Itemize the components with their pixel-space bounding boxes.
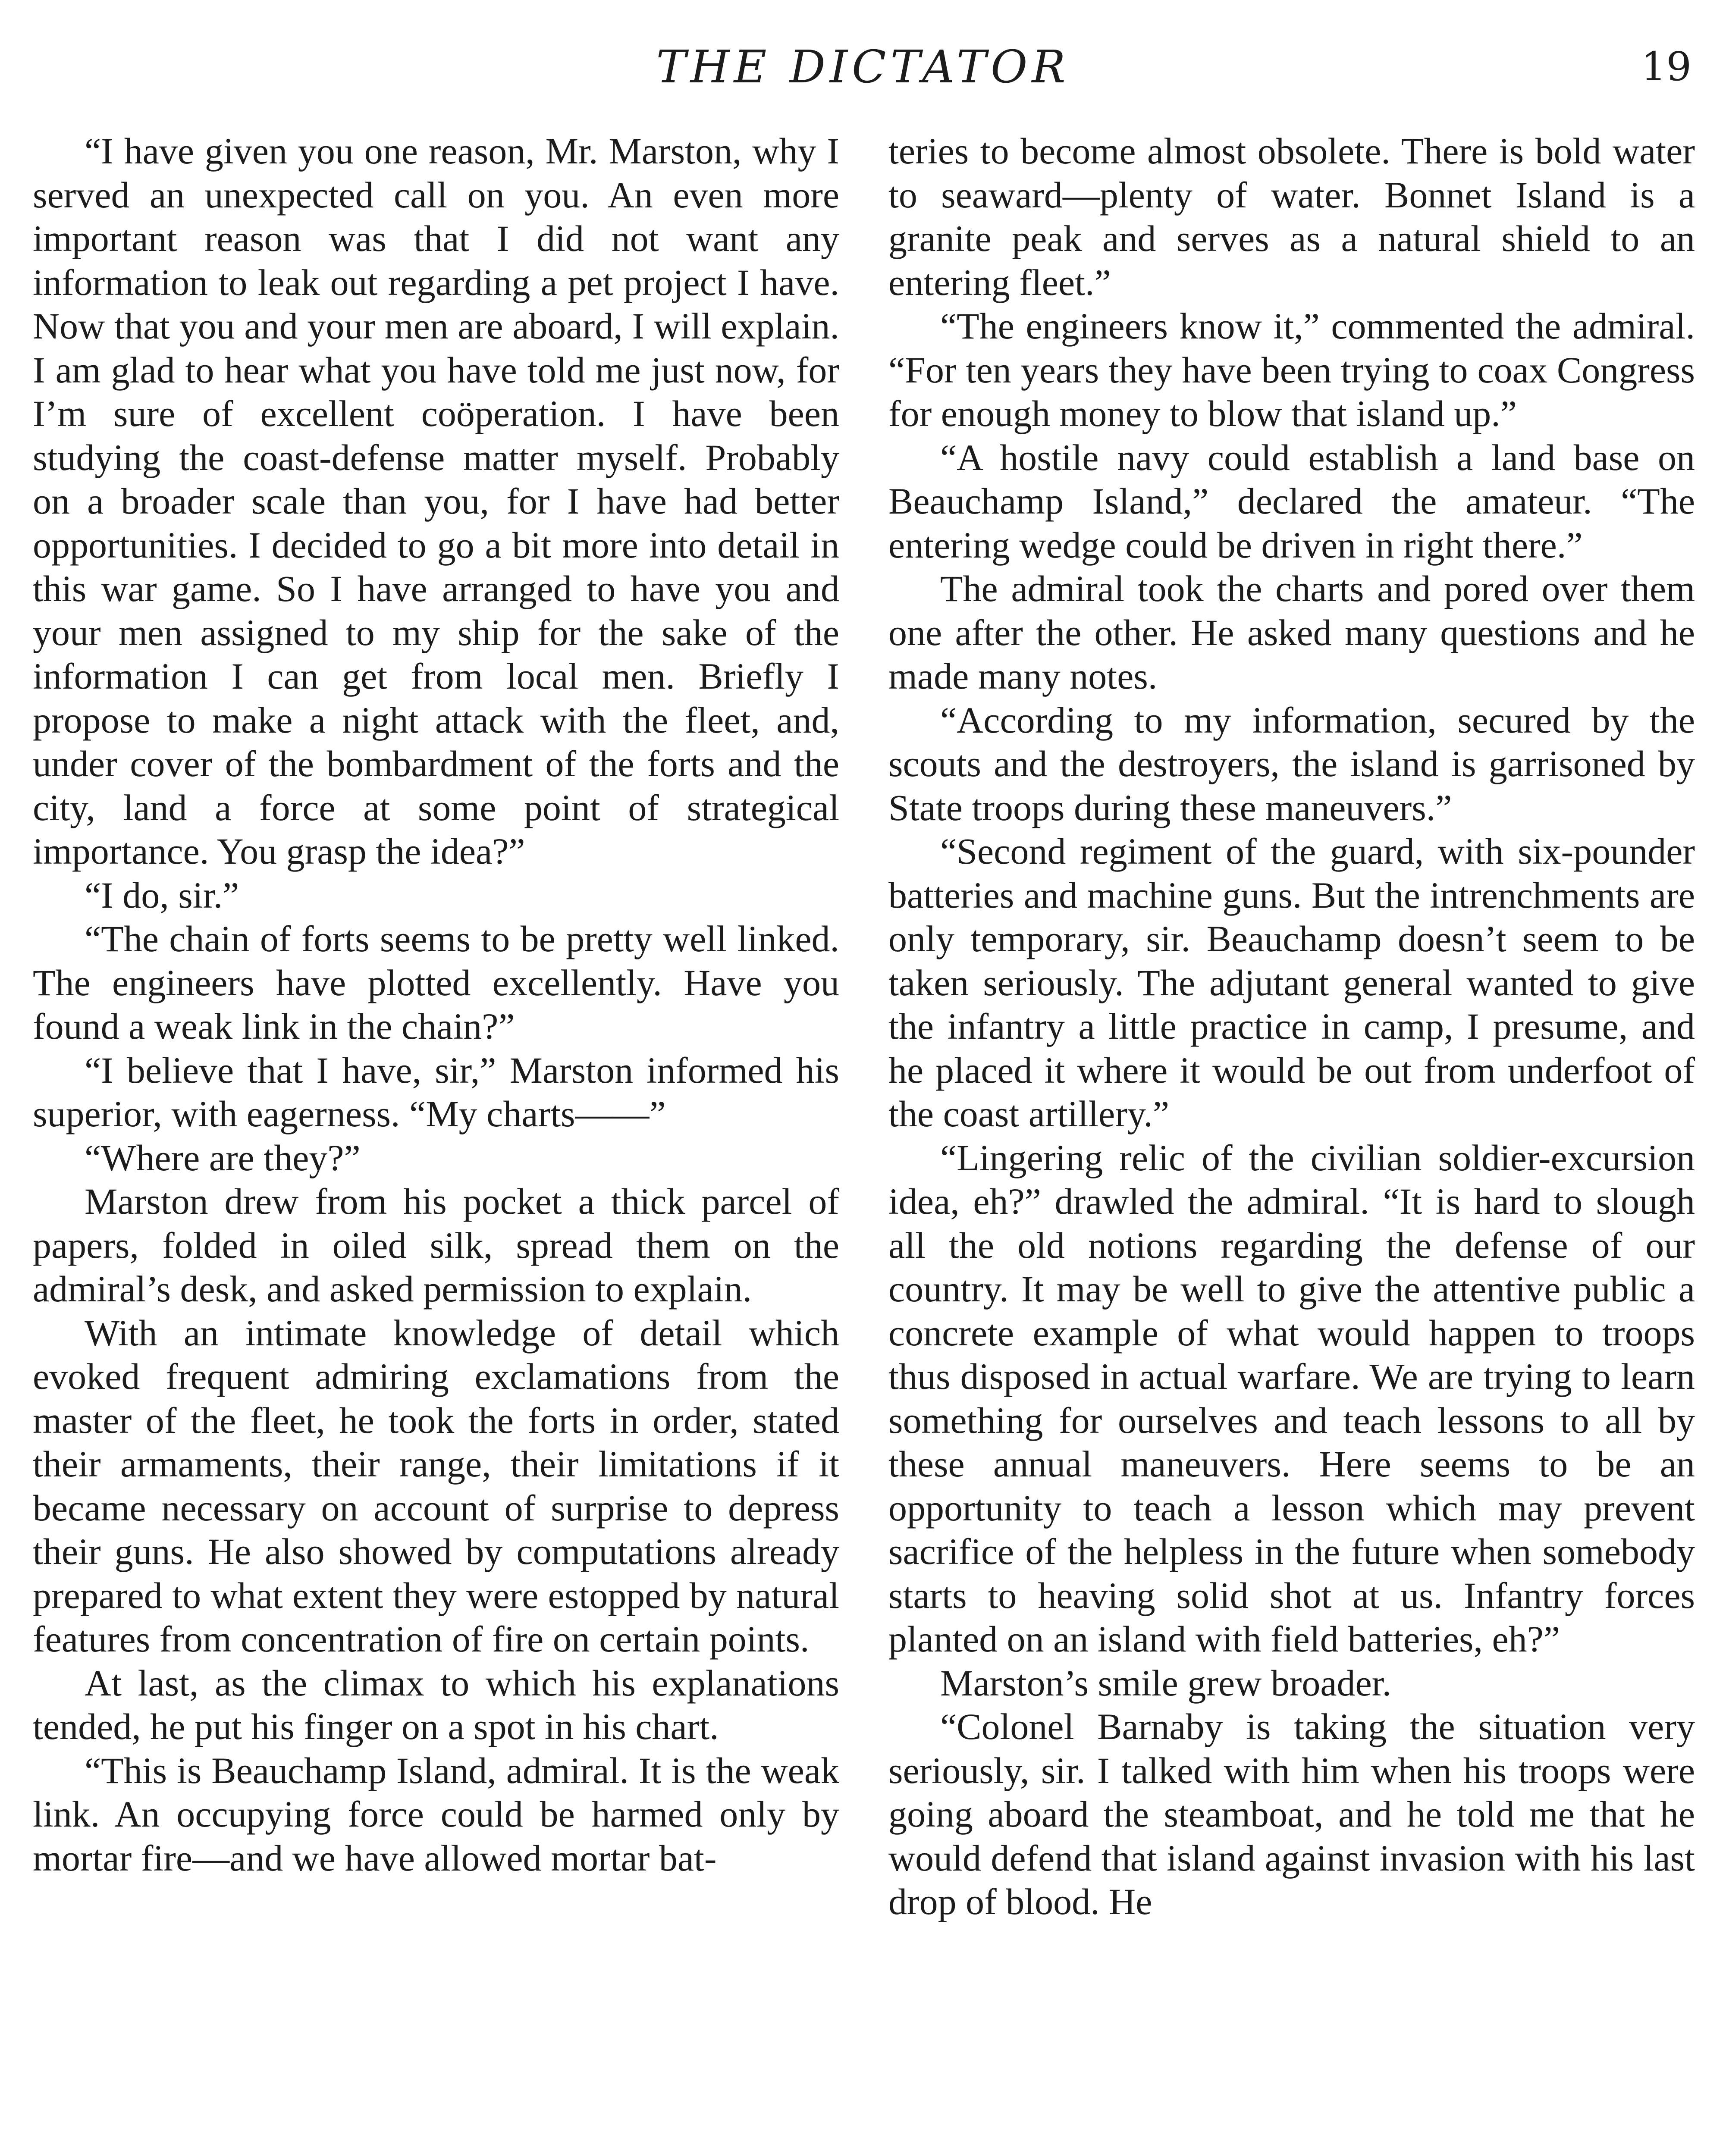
paragraph: “A hostile navy could establish a land base on Beauchamp Island,” declared the amateur. “The entering wedge could be driven in right there.” (888, 436, 1695, 566)
page-header (0, 39, 1726, 99)
paragraph: “This is Beauchamp Island, admiral. It is the weak link. An occupying force could be harmed only by mortar fire—and we have allowed mortar bat- (33, 1749, 839, 1879)
running-title: THE DICTATOR (656, 41, 1070, 93)
paragraph: “I do, sir.” (85, 874, 239, 916)
paragraph: Marston’s smile grew broader. (940, 1662, 1392, 1704)
paragraph: “Where are they?” (85, 1137, 361, 1178)
paragraph: “Second regiment of the guard, with six-pounder batteries and machine guns. But the intrenchments are only temporary, sir. Beauchamp doesn’t seem to be taken seriously. The adjutant general wanted to give the infantry a little practice in camp, I presume, and he placed it where it would be out from underfoot of the coast artillery.” (888, 830, 1695, 1134)
paragraph: With an intimate knowledge of detail which evoked frequent admiring exclamations from the master of the fleet, he took the forts in order, stated their armaments, their range, their limitations if it became necessary on account of surprise to depress their guns. He also showed by computations already prepared to what extent they were estopped by natural features from concentration of fire on certain points. (33, 1312, 839, 1660)
page-number: 19 (1641, 44, 1691, 90)
paragraph: At last, as the climax to which his explanations tended, he put his finger on a spot in his chart. (33, 1662, 839, 1747)
paragraph: “The engineers know it,” commented the admiral. “For ten years they have been trying to coax Congress for enough money to blow that island up.” (888, 305, 1695, 434)
paragraph: The admiral took the charts and pored over them one after the other. He asked many questions and he made many notes. (888, 568, 1695, 697)
paragraph: “The chain of forts seems to be pretty well linked. The engineers have plotted excellently. Have you found a weak link in the chain?” (33, 918, 839, 1047)
paragraph: Marston drew from his pocket a thick parcel of papers, folded in oiled silk, spread them on the admiral’s desk, and asked permission to explain. (33, 1181, 839, 1310)
paragraph: “I believe that I have, sir,” Marston informed his superior, with eagerness. “My charts——” (33, 1049, 839, 1134)
paragraph-continuation: teries to become almost obsolete. There is bold water to seaward—plenty of water. Bonnet Island is a granite peak and serves as a natural shield to an entering fleet.” (888, 130, 1695, 303)
right-column (888, 129, 1695, 2156)
paragraph: “Colonel Barnaby is taking the situation very seriously, sir. I talked with him when his troops were going aboard the steamboat, and he told me that he would defend that island against invasion with his last drop of blood. He (888, 1706, 1695, 1922)
left-column (33, 129, 839, 2156)
paragraph: “According to my information, secured by the scouts and the destroyers, the island is garrisoned by State troops during these maneuvers.” (888, 699, 1695, 828)
paragraph: “Lingering relic of the civilian soldier-excursion idea, eh?” drawled the admiral. “It is hard to slough all the old notions regarding the defense of our country. It may be well to give the attentive public a concrete example of what would happen to troops thus disposed in actual warfare. We are trying to learn something for ourselves and teach lessons to all by these annual maneuvers. Here seems to be an opportunity to teach a lesson which may prevent sacrifice of the helpless in the future when somebody starts to heaving solid shot at us. Infantry forces planted on an island with field batteries, eh?” (888, 1137, 1695, 1660)
paragraph: “I have given you one reason, Mr. Marston, why I served an unexpected call on you. An even more important reason was that I did not want any information to leak out regarding a pet project I have. Now that you and your men are aboard, I will explain. I am glad to hear what you have told me just now, for I’m sure of excellent coöperation. I have been studying the coast-defense matter myself. Probably on a broader scale than you, for I have had better opportunities. I decided to go a bit more into detail in this war game. So I have arranged to have you and your men assigned to my ship for the sake of the information I can get from local men. Briefly I propose to make a night attack with the fleet, and, under cover of the bombardment of the forts and the city, land a force at some point of strategical importance. You grasp the idea?” (33, 130, 839, 872)
